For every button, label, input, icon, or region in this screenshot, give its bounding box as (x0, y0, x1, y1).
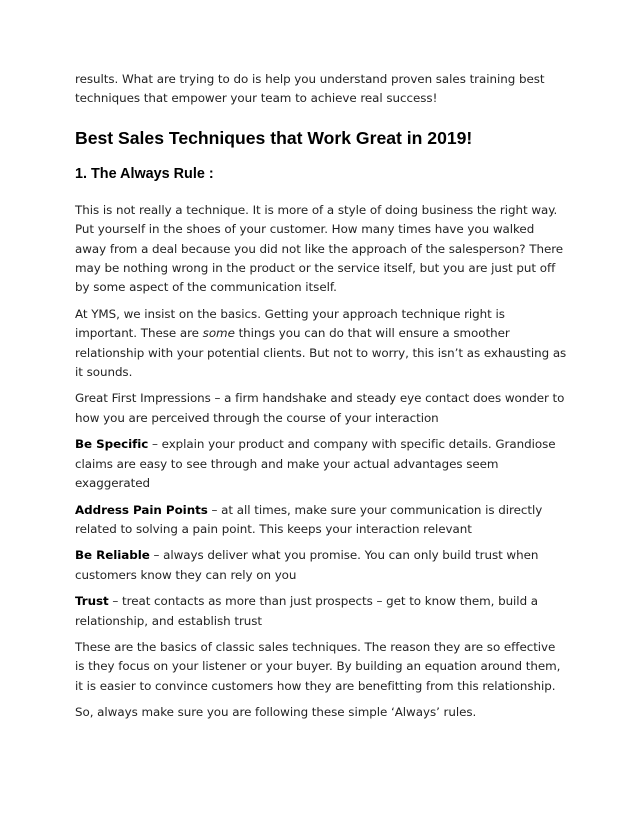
paragraph-pain-points (75, 501, 567, 540)
term-be-specific: Be Specific (75, 437, 149, 452)
text-be-reliable: – always deliver what you promise. You can only build trust when customers know they can rely on you (75, 548, 539, 582)
document-page (75, 70, 567, 730)
paragraph-yms-emphasis: some (202, 326, 235, 341)
term-trust: Trust (75, 594, 109, 609)
paragraph-be-specific (75, 435, 567, 493)
term-be-reliable: Be Reliable (75, 548, 150, 563)
paragraph-first-impressions: Great First Impressions – a firm handshake and steady eye contact does wonder to how you are perceived through the course of your interaction (75, 391, 565, 425)
subsection-heading: 1. The Always Rule : (75, 165, 214, 182)
paragraph-always-rule: This is not really a technique. It is more of a style of doing business the right way. Put yourself in the shoes of your customer. How many times have you walked away from a deal because you did not like the approach of the salesperson? There may be nothing wrong in the product or the service itself, but you are just put off by some aspect of the communication itself. (75, 202, 564, 295)
text-be-specific: – explain your product and company with specific details. Grandiose claims are easy to see through and make your actual advantages seem exaggerated (75, 437, 556, 491)
paragraph-yms-text-start: At YMS, we insist on the basics. Getting your approach technique right is important. These are (75, 306, 505, 341)
paragraph-classic-basics: These are the basics of classic sales techniques. The reason they are so effective is they focus on your listener or your buyer. By building an equation around them, it is easier to convince customers how they are benefitting from this relationship. (75, 639, 561, 693)
text-trust: – treat contacts as more than just prospects – get to know them, build a relationship, and establish trust (75, 594, 539, 628)
paragraph-yms-basics (75, 305, 567, 383)
text-pain-points: – at all times, make sure your communication is directly related to solving a pain point. This keeps your interaction relevant (75, 502, 543, 536)
intro-paragraph: results. What are trying to do is help you understand proven sales training best techniques that empower your team to achieve real success! (75, 72, 545, 106)
paragraph-be-reliable (75, 546, 567, 585)
paragraph-always-rules: So, always make sure you are following these simple ‘Always’ rules. (75, 705, 477, 720)
term-pain-points: Address Pain Points (75, 502, 208, 517)
paragraph-yms-text-end: things you can do that will ensure a smoother relationship with your potential clients. But not to worry, this isn’t as exhausting as it sounds. (75, 326, 567, 380)
section-heading: Best Sales Techniques that Work Great in 2019! (75, 127, 473, 148)
paragraph-trust (75, 592, 567, 631)
